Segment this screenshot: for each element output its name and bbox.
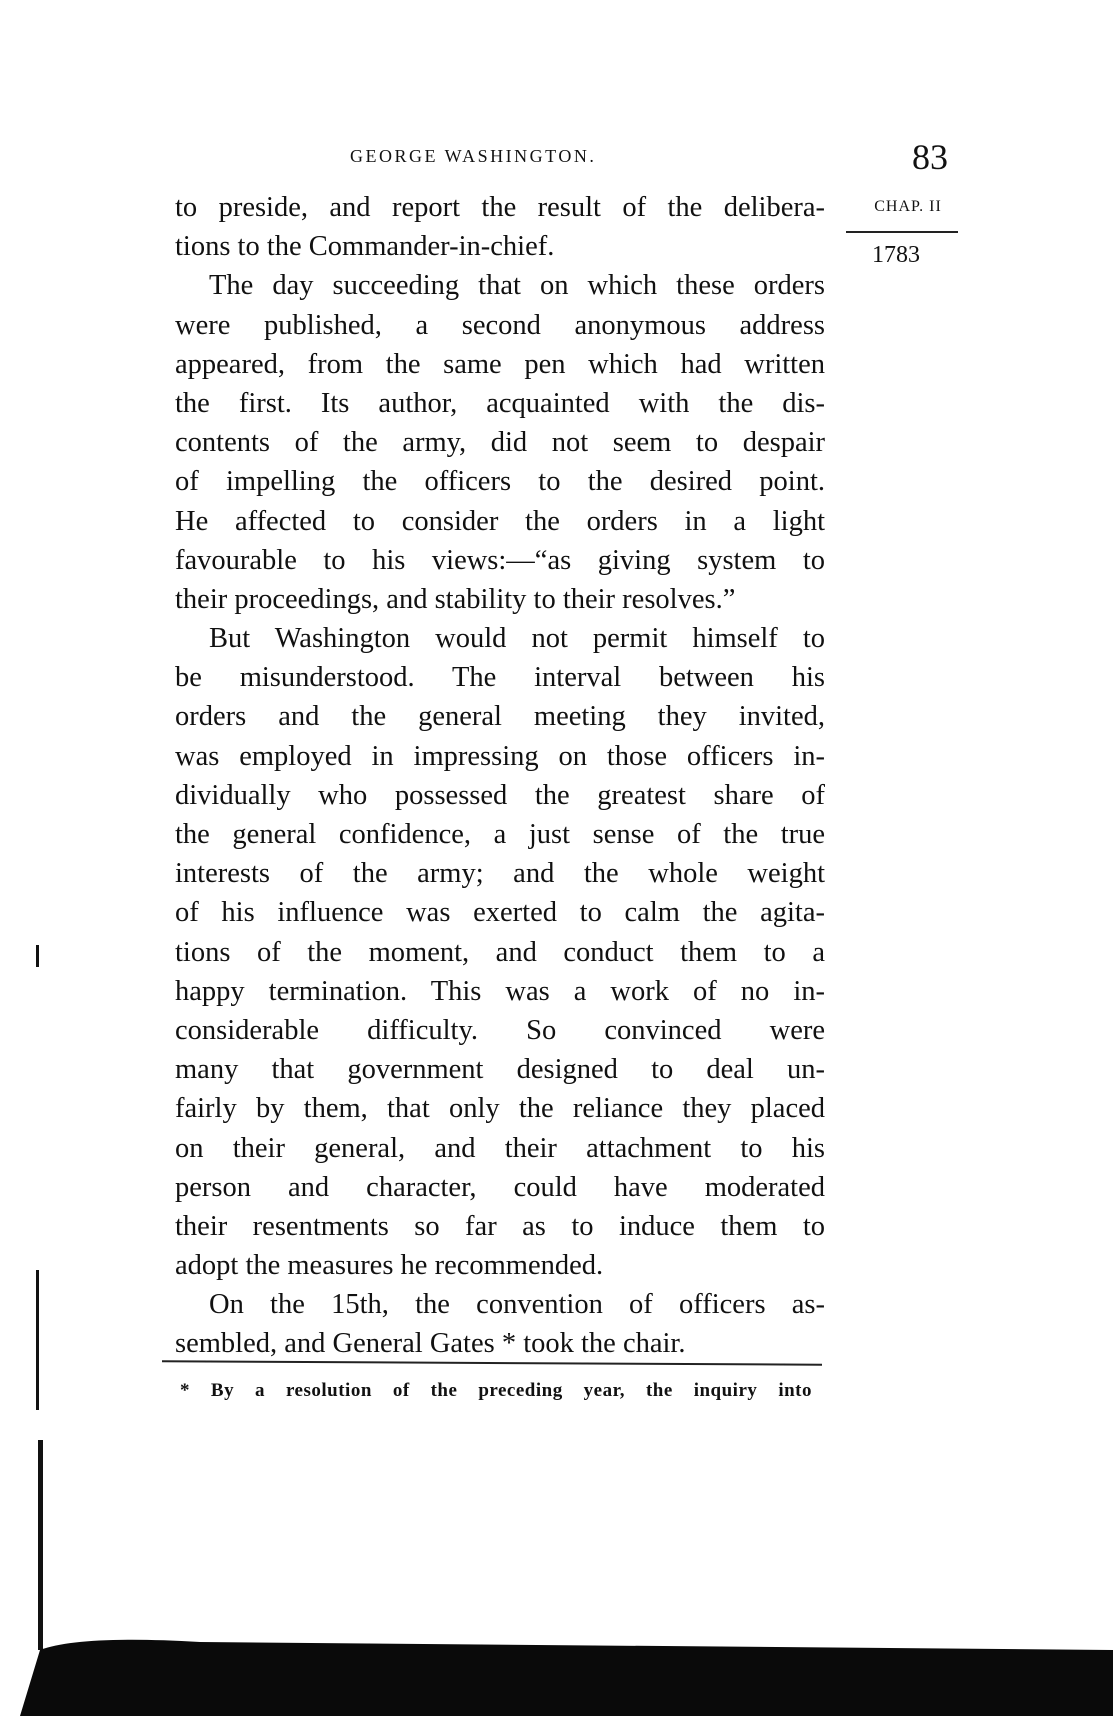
text-line: The day succeeding that on which these orders — [209, 270, 825, 302]
scan-margin-mark — [36, 945, 39, 967]
text-line: the first. Its author, acquainted with the dis- — [175, 387, 825, 419]
text-line: their resentments so far as to induce them to — [175, 1210, 825, 1242]
text-line: On the 15th, the convention of officers as- — [209, 1289, 825, 1321]
text-line: interests of the army; and the whole weight — [175, 858, 825, 890]
scan-margin-mark — [38, 1440, 43, 1650]
text-line: appeared, from the same pen which had written — [175, 348, 825, 380]
scan-margin-mark — [36, 1270, 39, 1410]
text-line: the general confidence, a just sense of the true — [175, 819, 825, 850]
text-line: tions of the moment, and conduct them to a — [175, 936, 825, 968]
text-line: of impelling the officers to the desired point. — [175, 466, 825, 498]
text-line: sembled, and General Gates * took the chair. — [175, 1328, 686, 1360]
text-line: person and character, could have moderated — [175, 1171, 825, 1203]
text-line: be misunderstood. The interval between his — [175, 662, 825, 694]
footnote: * By a resolution of the preceding year, the inquiry into — [180, 1380, 812, 1401]
text-line: tions to the Commander-in-chief. — [175, 231, 555, 263]
sidenote-rule — [846, 231, 958, 233]
text-line: favourable to his views:—“as giving system to — [175, 544, 825, 576]
text-line: was employed in impressing on those officers in- — [175, 740, 825, 772]
text-line: were published, a second anonymous address — [175, 309, 825, 341]
running-title: GEORGE WASHINGTON. — [350, 146, 597, 166]
text-line: many that government designed to deal un- — [175, 1054, 825, 1086]
text-line: happy termination. This was a work of no in- — [175, 975, 825, 1007]
text-line: fairly by them, that only the reliance they placed — [175, 1093, 825, 1125]
body-text — [175, 188, 825, 1364]
text-line: on their general, and their attachment to his — [175, 1132, 825, 1164]
text-line: to preside, and report the result of the delibera- — [175, 192, 825, 223]
scan-binding-shadow — [0, 1620, 1113, 1716]
text-line: dividually who possessed the greatest share of — [175, 779, 825, 811]
sidenote-chapter: CHAP. II — [874, 198, 942, 215]
sidenote-year: 1783 — [872, 242, 920, 268]
text-line: their proceedings, and stability to their resolves.” — [175, 583, 736, 615]
text-line: considerable difficulty. So convinced were — [175, 1014, 825, 1046]
text-line: orders and the general meeting they invited, — [175, 701, 825, 733]
text-line: contents of the army, did not seem to despair — [175, 427, 825, 459]
text-line: of his influence was exerted to calm the agita- — [175, 897, 825, 929]
page-number: 83 — [912, 137, 948, 177]
text-line: adopt the measures he recommended. — [175, 1250, 604, 1282]
text-line: But Washington would not permit himself to — [209, 623, 825, 655]
text-line: He affected to consider the orders in a light — [175, 505, 825, 537]
